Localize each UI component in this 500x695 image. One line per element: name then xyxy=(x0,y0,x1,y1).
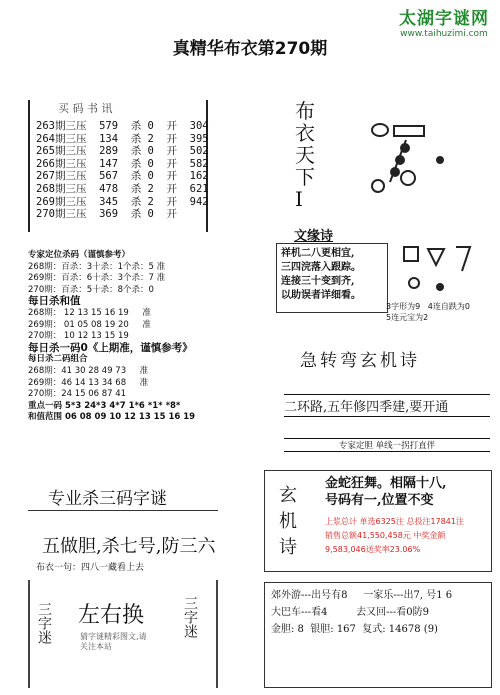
vertical-char: 下 xyxy=(295,165,315,189)
xuanji-stats xyxy=(325,515,464,557)
vertical-chars xyxy=(295,100,315,188)
abacus-drawing xyxy=(360,120,490,210)
twocode-line: 269期：46 14 13 34 68 准 xyxy=(28,377,149,388)
wenji-line: 连接三十变到齐, xyxy=(281,276,355,287)
dot-icon xyxy=(436,156,444,164)
triangle-icon xyxy=(428,249,444,265)
recommend-line: 269期：百杀：6十杀：3个杀：7 准 xyxy=(28,273,166,284)
lottery-row: 267期三压 567 杀 0 开 162 xyxy=(36,170,209,183)
bottom-line-2: 大巴车---看4 去又回---看0防9 xyxy=(271,607,429,618)
xuanji-label-char: 诗 xyxy=(279,537,297,558)
lottery-row: 269期三压 345 杀 2 开 942 xyxy=(36,195,209,208)
seven-icon xyxy=(456,247,470,271)
recommend-head: 专家定位杀码（谨慎参考） xyxy=(28,250,131,260)
daily-line: 268期： 12 13 15 16 19 准 xyxy=(28,307,151,318)
recommend-lines xyxy=(28,262,218,297)
stats-sales: 销售总额41,550,458元 中奖金额 xyxy=(325,531,446,540)
recommend-line: 268期：百杀：3十杀：1个杀：5 准 xyxy=(28,261,166,272)
xuanji-label-char: 玄 xyxy=(279,485,297,506)
onecode-head: 每日杀一码0《上期准，谨慎参考》 xyxy=(28,341,193,354)
vertical-char: 衣 xyxy=(295,121,315,145)
key-line: 重点一码 5*3 24*3 4*7 1*6 *1* *8* xyxy=(28,400,181,411)
riddle-box xyxy=(28,580,218,688)
square-icon xyxy=(404,247,418,261)
daily-lines xyxy=(28,308,218,343)
page-title: 真精华布衣第270期 xyxy=(172,39,328,59)
wenji-line: 祥机二八更相宜, xyxy=(281,248,355,259)
recommend-block xyxy=(28,250,218,424)
watermark-url: www.taihuzimi.com xyxy=(400,29,488,39)
vertical-char: 天 xyxy=(295,143,315,167)
wenji-line: 三四浣落入跟踪。 xyxy=(281,262,361,273)
lottery-row: 265期三压 289 杀 0 开 502 xyxy=(36,145,209,158)
divider xyxy=(28,510,218,511)
bottom-line-3: 金胆: 8 银胆: 167 复式: 14678 (9) xyxy=(271,624,438,635)
daily-head: 每日杀和值 xyxy=(28,295,81,308)
lottery-row: 268期三压 478 杀 2 开 621 xyxy=(36,182,209,195)
stats-ratio: 9,583,046送奖率23.06% xyxy=(325,545,421,554)
sum-range: 和值范围 06 08 09 10 12 13 15 16 19 xyxy=(28,412,196,423)
xuanji-box xyxy=(264,470,492,572)
lottery-row: 270期三压 369 杀 0 开 xyxy=(36,208,178,221)
wenji-note: 3字形为9 4连自跌为0 5连元宝为2 xyxy=(386,302,470,322)
riddle-left-label: 三字迷 xyxy=(36,602,52,644)
riddle-title: 急转弯玄机诗 xyxy=(300,351,420,371)
bar-icon xyxy=(394,126,424,136)
bottom-right-box xyxy=(264,582,492,688)
riddle-small-text xyxy=(80,632,147,652)
vertical-char: 布 xyxy=(295,99,315,123)
ring-icon xyxy=(372,180,384,192)
watermark-name: 太湖字谜网 xyxy=(399,9,489,29)
bottom-line-1: 郊外游---出号有8 一家乐---出7, 号1 6 xyxy=(271,590,453,601)
twocode-line: 268期：41 30 28 49 73 准 xyxy=(28,365,149,376)
wenji-poem xyxy=(276,243,388,313)
circle-icon xyxy=(409,278,419,288)
lottery-row: 264期三压 134 杀 2 开 395 xyxy=(36,132,209,145)
riddle-main: 左右换 xyxy=(78,603,145,628)
xuanji-label-char: 机 xyxy=(279,511,297,532)
stats-total: 上浆总计 单选6325注 总投注17841注 xyxy=(325,517,464,526)
recommend-line: 270期：百杀：5十杀：8个杀：0 xyxy=(28,284,154,295)
dot-icon xyxy=(436,283,444,291)
poem-line-2: 号码有一,位置不变 xyxy=(325,493,434,508)
five-line: 五做胆,杀七号,防三六 xyxy=(42,536,216,557)
daily-line: 269期： 01 05 08 19 20 准 xyxy=(28,319,151,330)
twocode-line: 270期：24 15 06 87 41 xyxy=(28,389,127,400)
expert-line: 专家定胆 单线一拐打直伴 xyxy=(284,438,490,452)
kill-three-title: 专业杀三码字谜 xyxy=(48,489,167,509)
cup-icon xyxy=(372,124,388,136)
riddle-small-2: 关注本站 xyxy=(80,642,112,651)
wenji-section xyxy=(264,225,494,322)
lottery-row: 266期三压 147 杀 0 开 582 xyxy=(36,157,209,170)
roman-numeral: I xyxy=(295,187,303,211)
riddle-small-1: 猜字谜精彩图文,请 xyxy=(80,632,147,641)
lottery-row: 263期三压 579 杀 0 开 304 xyxy=(36,120,209,132)
watermark xyxy=(392,4,496,39)
ornament-drawing xyxy=(400,243,490,299)
panel-header: 买 码 书 讯 xyxy=(58,102,113,115)
one-word-line: 布衣一句：四八一藏看上去 xyxy=(36,563,145,573)
lottery-panel xyxy=(28,100,208,232)
twocode-head: 每日杀二码组合 xyxy=(28,354,88,365)
wenji-line: 以助误者详细看。 xyxy=(281,290,361,301)
xuanji-poem xyxy=(325,475,447,509)
daily-line: 270期： 10 12 13 15 19 xyxy=(28,331,129,342)
poem-line-1: 金蛇狂舞。相隔十八, xyxy=(325,476,447,491)
riddle-right-label: 三字迷 xyxy=(182,596,198,638)
lottery-rows xyxy=(36,120,209,221)
wenji-title: 文缘诗 xyxy=(294,229,334,244)
road-riddle: 二环路,五年修四季建,要开通 xyxy=(284,394,490,417)
ring-icon xyxy=(401,171,415,185)
xuanji-label xyxy=(279,483,301,561)
vertical-title xyxy=(295,100,315,210)
twocode-lines xyxy=(28,366,218,401)
